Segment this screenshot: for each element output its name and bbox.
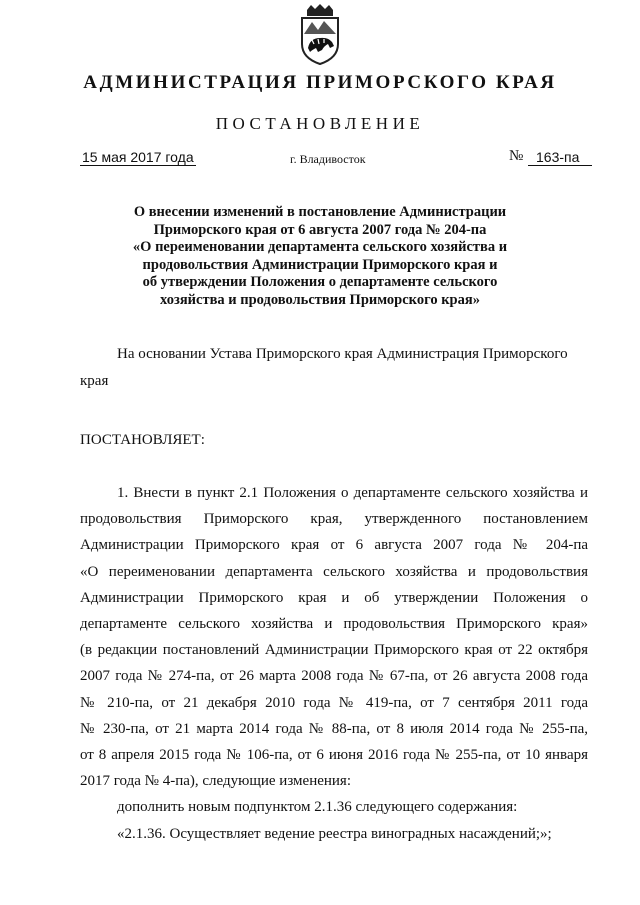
title-line: О внесении изменений в постановление Администрации: [133, 204, 507, 220]
paragraph-line: 2007 года № 274-па, от 26 марта 2008 года № 67-па, от 26 августа 2008 года: [80, 668, 588, 685]
paragraph-line: Администрации Приморского края от 6 августа 2007 года № 204-па: [80, 537, 588, 554]
document-number: 163-па: [528, 149, 592, 166]
title-line: продовольствия Администрации Приморского края и: [142, 256, 498, 273]
title-line: об утверждении Положения о департаменте сельского: [142, 274, 498, 290]
basis-paragraph-line: края: [80, 373, 109, 389]
paragraph-line: 1. Внести в пункт 2.1 Положения о департаменте сельского хозяйства и: [117, 485, 588, 501]
paragraph-line: № 210-па, от 21 декабря 2010 года № 419-па, от 7 сентября 2011 года: [80, 694, 588, 711]
title-line: «О переименовании департамента сельского хозяйства и: [132, 239, 508, 255]
paragraph-line: продовольствия Приморского края, утвержденного постановлением: [80, 511, 588, 528]
subitem-text: «2.1.36. Осуществляет ведение реестра виноградных насаждений;»;: [117, 826, 552, 842]
basis-paragraph-line: На основании Устава Приморского края Администрация Приморского: [117, 346, 568, 362]
document-date: 15 мая 2017 года: [82, 149, 194, 165]
item-1-paragraph: [80, 483, 588, 797]
organization-name: АДМИНИСТРАЦИЯ ПРИМОРСКОГО КРАЯ: [83, 72, 557, 93]
paragraph-line: 2017 года № 4-па), следующие изменения:: [80, 773, 351, 790]
document-number-label: №: [509, 148, 524, 164]
subitem-intro: дополнить новым подпунктом 2.1.36 следующего содержания:: [117, 799, 518, 815]
document-city: г. Владивосток: [290, 152, 366, 166]
document-type: ПОСТАНОВЛЕНИЕ: [215, 114, 425, 133]
paragraph-line: департаменте сельского хозяйства и продовольствия Приморского края»: [80, 615, 588, 632]
paragraph-line: Администрации Приморского края и об утверждении Положения о: [80, 589, 588, 606]
coat-of-arms-tiger-emblem-icon: [298, 4, 342, 66]
paragraph-line: (в редакции постановлений Администрации Приморского края от 22 октября: [80, 642, 588, 659]
paragraph-line: «О переименовании департамента сельского хозяйства и продовольствия: [80, 563, 588, 580]
decree-heading: ПОСТАНОВЛЯЕТ:: [80, 432, 205, 448]
title-line: Приморского края от 6 августа 2007 года № 204-па: [153, 221, 487, 238]
paragraph-line: от 8 апреля 2015 года № 106-па, от 6 июня 2016 года № 255-па, от 10 января: [80, 746, 588, 763]
document-title: [100, 204, 540, 309]
title-line: хозяйства и продовольствия Приморского края»: [160, 291, 480, 308]
paragraph-line: № 230-па, от 21 марта 2014 года № 88-па, от 8 июля 2014 года № 255-па,: [80, 720, 588, 737]
